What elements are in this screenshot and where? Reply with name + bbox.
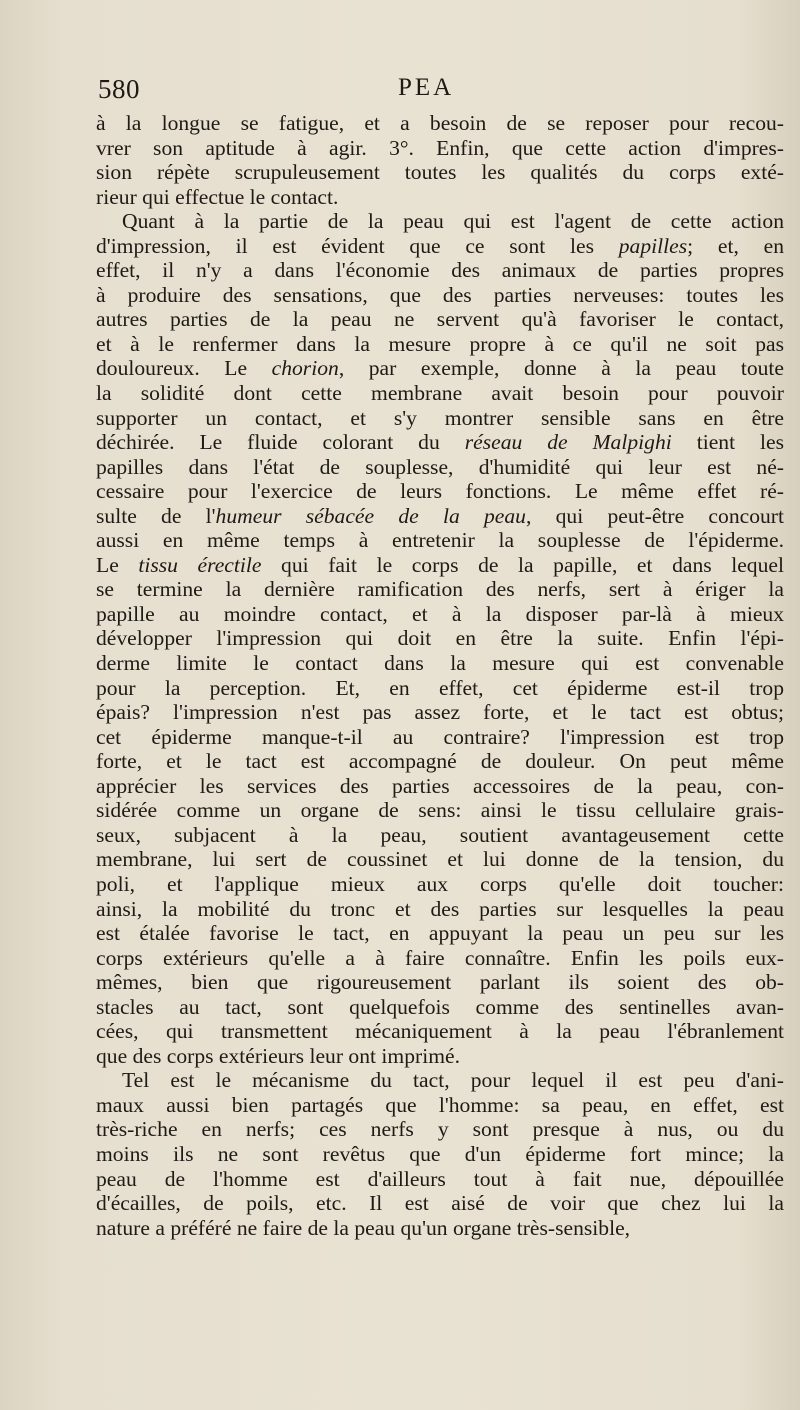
text-line xyxy=(96,749,784,774)
text-line xyxy=(96,455,784,480)
text-line xyxy=(96,136,784,161)
text-segment: membrane, lui sert de coussinet et lui donne de la tension, du xyxy=(96,847,784,872)
text-segment: effet, il n'y a dans l'économie des animaux de parties propres xyxy=(96,258,784,283)
running-head: PEA xyxy=(398,74,455,101)
text-line xyxy=(96,676,784,701)
text-segment: stacles au tact, sont quelquefois comme des sentinelles avan- xyxy=(96,994,784,1019)
text-line xyxy=(96,651,784,676)
text-line xyxy=(96,307,784,332)
text-line xyxy=(96,381,784,406)
text-segment: se termine la dernière ramification des nerfs, sert à ériger la xyxy=(96,577,784,602)
text-segment: à produire des sensations, que des parties nerveuses: toutes les xyxy=(96,282,784,307)
text-line xyxy=(96,1093,784,1118)
text-line xyxy=(96,1044,784,1069)
text-line xyxy=(96,1216,784,1241)
italic-term: réseau de Malpighi xyxy=(464,430,672,455)
text-segment: sidérée comme un organe de sens: ainsi le tissu cellulaire grais- xyxy=(96,798,784,823)
text-segment: d'impression, il est évident que ce sont les xyxy=(96,233,619,258)
text-segment: douloureux. Le xyxy=(96,356,272,381)
italic-term: papilles xyxy=(618,233,688,258)
text-segment: apprécier les services des parties accessoires de la peau, con- xyxy=(96,773,784,798)
text-line xyxy=(96,1167,784,1192)
text-segment: qui fait le corps de la papille, et dans lequel xyxy=(261,552,784,577)
text-line xyxy=(96,970,784,995)
text-segment: Quant à la partie de la peau qui est l'agent de cette action xyxy=(122,209,784,234)
text-line xyxy=(96,995,784,1020)
text-line xyxy=(96,553,784,578)
paragraph xyxy=(96,111,784,209)
text-segment: Le xyxy=(96,552,139,577)
text-line xyxy=(96,946,784,971)
text-segment: pour la perception. Et, en effet, cet épiderme est-il trop xyxy=(96,675,784,700)
text-segment: autres parties de la peau ne servent qu'à favoriser le contact, xyxy=(96,307,784,332)
text-line xyxy=(96,234,784,259)
body-text xyxy=(96,111,784,1240)
text-segment: peau de l'homme est d'ailleurs tout à fait nue, dépouillée xyxy=(96,1166,784,1191)
italic-term: chorion xyxy=(271,356,339,381)
text-line xyxy=(96,528,784,553)
text-line xyxy=(96,430,784,455)
text-line xyxy=(96,406,784,431)
text-segment: que des corps extérieurs leur ont imprimé. xyxy=(96,1043,460,1068)
text-segment: ainsi, la mobilité du tronc et des parties sur lesquelles la peau xyxy=(96,896,784,921)
text-segment: sulte de l' xyxy=(96,503,216,528)
text-segment: papille au moindre contact, et à la disposer par-là à mieux xyxy=(96,601,784,626)
text-line xyxy=(96,1068,784,1093)
text-segment: cet épiderme manque-t-il au contraire? l'impression est trop xyxy=(96,724,784,749)
text-line xyxy=(96,160,784,185)
text-line xyxy=(96,1191,784,1216)
text-line xyxy=(96,798,784,823)
text-line xyxy=(96,626,784,651)
text-segment: d'écailles, de poils, etc. Il est aisé de voir que chez lui la xyxy=(96,1191,784,1216)
text-segment: maux aussi bien partagés que l'homme: sa peau, en effet, est xyxy=(96,1092,784,1117)
text-segment: , par exemple, donne à la peau toute xyxy=(338,356,785,381)
text-line xyxy=(96,774,784,799)
text-line xyxy=(96,577,784,602)
text-segment: derme limite le contact dans la mesure qui est convenable xyxy=(96,651,784,676)
text-line xyxy=(96,332,784,357)
page-header xyxy=(98,74,784,108)
text-segment: moins ils ne sont revêtus que d'un épiderme fort mince; la xyxy=(96,1141,784,1166)
text-segment: est étalée favorise le tact, en appuyant la peau un peu sur les xyxy=(96,921,784,946)
text-line xyxy=(96,111,784,136)
text-segment: mêmes, bien que rigoureusement parlant ils soient des ob- xyxy=(96,970,784,995)
text-segment: à la longue se fatigue, et a besoin de se reposer pour recou- xyxy=(96,111,784,135)
text-line xyxy=(96,602,784,627)
text-segment: corps extérieurs qu'elle a à faire connaître. Enfin les poils eux- xyxy=(96,945,784,970)
text-line xyxy=(96,258,784,283)
text-segment: aussi en même temps à entretenir la souplesse de l'épiderme. xyxy=(96,528,784,553)
text-line xyxy=(96,725,784,750)
text-line xyxy=(96,283,784,308)
text-segment: nature a préféré ne faire de la peau qu'un organe très-sensible, xyxy=(96,1215,631,1240)
text-line xyxy=(96,209,784,234)
text-segment: , qui peut-être concourt xyxy=(525,503,784,528)
text-line xyxy=(96,1117,784,1142)
text-segment: développer l'impression qui doit en être la suite. Enfin l'épi- xyxy=(96,626,784,651)
text-segment: Tel est le mécanisme du tact, pour lequel il est peu d'ani- xyxy=(122,1068,784,1093)
text-segment: forte, et le tact est accompagné de douleur. On peut même xyxy=(96,749,784,774)
text-line xyxy=(96,700,784,725)
text-line xyxy=(96,921,784,946)
text-line xyxy=(96,185,784,210)
page-number: 580 xyxy=(98,74,140,104)
text-segment: et à le renfermer dans la mesure propre à ce qu'il ne soit pas xyxy=(96,331,784,356)
text-line xyxy=(96,504,784,529)
text-line xyxy=(96,356,784,381)
italic-term: tissu érectile xyxy=(138,552,262,577)
paragraph xyxy=(96,1068,784,1240)
text-segment: supporter un contact, et s'y montrer sensible sans en être xyxy=(96,405,784,430)
text-segment: la solidité dont cette membrane avait besoin pour pouvoir xyxy=(96,381,784,406)
text-line xyxy=(96,1142,784,1167)
text-line xyxy=(96,823,784,848)
text-segment: très-riche en nerfs; ces nerfs y sont presque à nus, ou du xyxy=(96,1117,784,1142)
text-line xyxy=(96,872,784,897)
text-segment: cessaire pour l'exercice de leurs fonctions. Le même effet ré- xyxy=(96,479,784,504)
text-segment: rieur qui effectue le contact. xyxy=(96,184,339,209)
text-segment: ; et, en xyxy=(687,233,784,258)
text-segment: épais? l'impression n'est pas assez forte, et le tact est obtus; xyxy=(96,700,784,725)
text-segment: vrer son aptitude à agir. 3°. Enfin, que cette action d'impres- xyxy=(96,135,784,160)
text-line xyxy=(96,479,784,504)
text-line xyxy=(96,1019,784,1044)
text-segment: déchirée. Le fluide colorant du xyxy=(96,430,465,455)
text-segment: seux, subjacent à la peau, soutient avantageusement cette xyxy=(96,822,784,847)
text-segment: papilles dans l'état de souplesse, d'humidité qui leur est né- xyxy=(96,454,784,479)
paragraph xyxy=(96,209,784,1068)
text-segment: poli, et l'applique mieux aux corps qu'elle doit toucher: xyxy=(96,871,784,896)
text-segment: tient les xyxy=(671,430,785,455)
text-line xyxy=(96,847,784,872)
text-segment: sion répète scrupuleusement toutes les qualités du corps exté- xyxy=(96,160,784,185)
text-segment: cées, qui transmettent mécaniquement à la peau l'ébranlement xyxy=(96,1019,784,1044)
text-line xyxy=(96,897,784,922)
italic-term: humeur sébacée de la peau xyxy=(215,503,526,528)
